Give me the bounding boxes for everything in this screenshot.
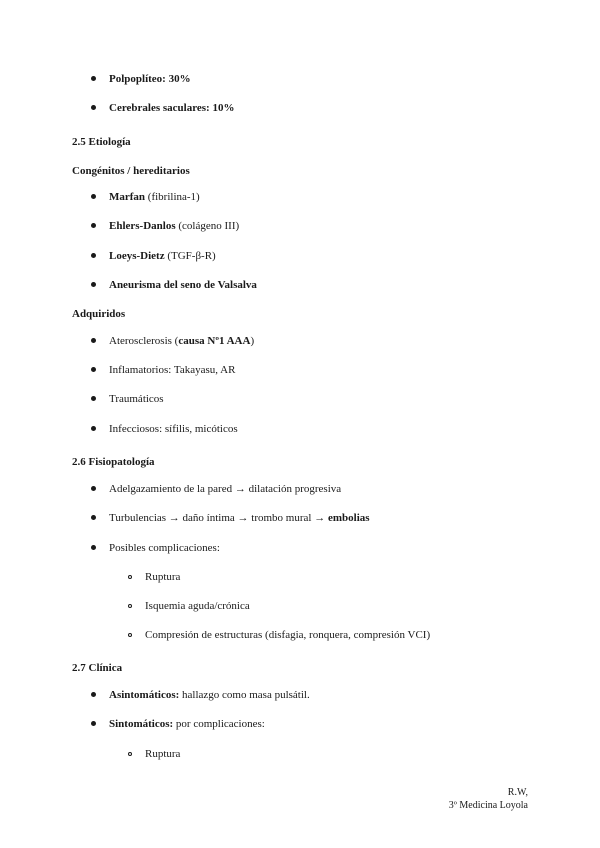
section-heading: 2.5 Etiología [72,136,131,148]
sub-list-item: Compresión de estructuras (disfagia, ronquera, compresión VCI) [145,629,431,641]
bullet-icon [91,76,96,81]
bullet-icon [91,367,96,372]
list-item: Aterosclerosis (causa Nº1 AAA) [109,335,255,347]
bullet-icon [91,515,96,520]
list-item: Infecciosos: sífilis, micóticos [109,423,238,435]
subsection-heading: Congénitos / hereditarios [72,165,190,177]
list-item: Inflamatorios: Takayasu, AR [109,364,236,376]
circle-bullet-icon [128,575,132,579]
list-item: Polpoplíteo: 30% [109,73,191,85]
section-heading: 2.6 Fisiopatología [72,456,155,468]
sub-list-item: Ruptura [145,571,181,583]
bullet-icon [91,105,96,110]
bullet-icon [91,545,96,550]
footer-author: R.W, [507,787,528,798]
list-item: Traumáticos [109,393,164,405]
circle-bullet-icon [128,752,132,756]
bullet-icon [91,396,96,401]
list-item: Turbulencias → daño íntima → trombo mural → embolias [109,512,370,524]
page-footer [449,786,528,812]
list-item: Aneurisma del seno de Valsalva [109,279,257,291]
list-item: Posibles complicaciones: [109,542,220,554]
footer-course: 3º Medicina Loyola [448,800,528,811]
bullet-icon [91,721,96,726]
list-item: Cerebrales saculares: 10% [109,102,235,114]
bullet-icon [91,253,96,258]
circle-bullet-icon [128,604,132,608]
list-item: Adelgazamiento de la pared → dilatación progresiva [109,483,342,495]
bullet-icon [91,282,96,287]
bullet-icon [91,486,96,491]
list-item: Sintomáticos: por complicaciones: [109,718,265,730]
list-item: Asintomáticos: hallazgo como masa pulsátil. [109,689,310,701]
list-item: Marfan (fibrilina-1) [109,191,200,203]
section-heading: 2.7 Clínica [72,662,123,674]
bullet-icon [91,692,96,697]
bullet-icon [91,223,96,228]
list-item: Loeys-Dietz (TGF-β-R) [109,250,216,262]
bullet-icon [91,426,96,431]
sub-list-item: Ruptura [145,748,181,760]
circle-bullet-icon [128,633,132,637]
bullet-icon [91,194,96,199]
subsection-heading: Adquiridos [72,308,126,320]
bullet-icon [91,338,96,343]
list-item: Ehlers-Danlos (colágeno III) [109,220,240,232]
sub-list-item: Isquemia aguda/crónica [145,600,250,612]
